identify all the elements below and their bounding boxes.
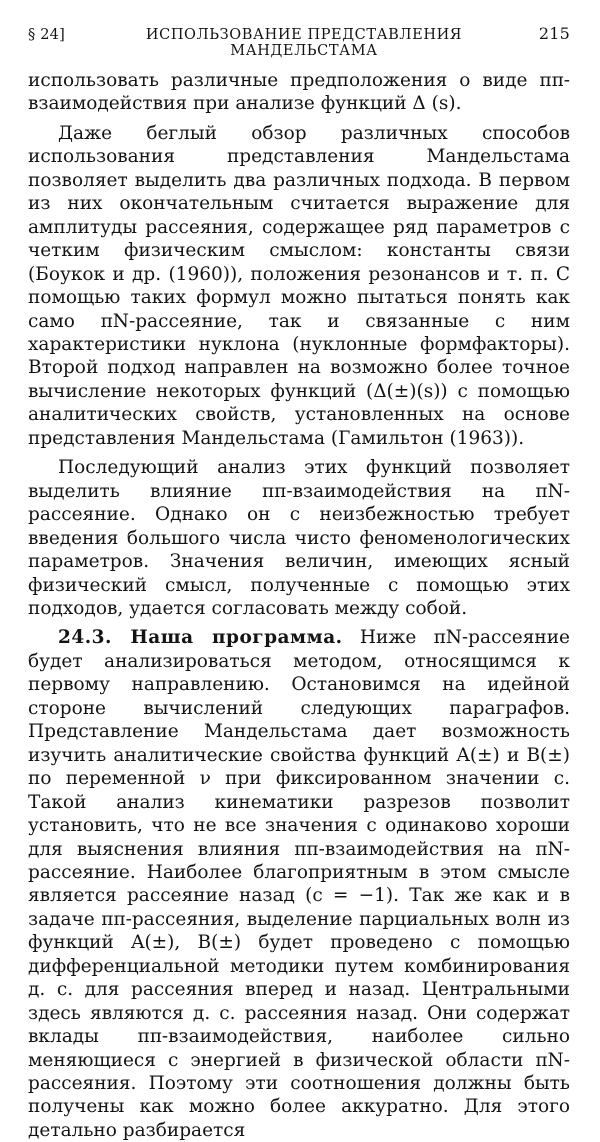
paragraph-text: Последующий анализ этих функций позволяет выделить влияние ππ-взаимодействия на πN-рассеяние. Однако он с неизбежностью требует введения большого числа чисто феноменологических параметров. Значения величин, имеющих ясный физический смысл, полученные с помощью этих подходов, удается согласовать между собой. [28, 457, 570, 619]
paragraph-4 [28, 626, 570, 1142]
page-body [28, 69, 570, 1142]
paragraph-text: Ниже πN-рассеяние будет анализироваться методом, относящимся к первому направлению. Остановимся на идейной стороне вычислений следующих параграфов. Представление Мандельстама дает возможность изучить аналитические свойства функций A(±) и B(±) по переменной ν при фиксированном значении c. Такой анализ кинематики разрезов позволит установить, что не все значения c одинаково хороши для выяснения влияния ππ-взаимодействия на πN-рассеяние. Наиболее благоприятным в этом смысле является рассеяние назад (c = −1). Так же как и в задаче ππ-рассеяния, выделение парциальных волн из функций A(±), B(±) будет проведено с помощью дифференциальной методики путем комбинирования д. с. для рассеяния вперед и назад. Центральными здесь являются д. с. рассеяния назад. Они содержат вклады ππ-взаимодействия, наиболее сильно меняющиеся с энергией в физической области πN-рассеяния. Поэтому эти соотношения должны быть получены как можно более аккуратно. Для этого детально разбирается [28, 627, 570, 1141]
page-number: 215 [538, 24, 570, 43]
chapter-title: ИСПОЛЬЗОВАНИЕ ПРЕДСТАВЛЕНИЯ МАНДЕЛЬСТАМА [145, 27, 463, 59]
running-header [28, 24, 570, 59]
paragraph-2 [28, 122, 570, 450]
paragraph-1 [28, 69, 570, 116]
subsection-heading: 24.3. Наша программа. [58, 627, 343, 649]
paragraph-text: Даже беглый обзор различных способов использования представления Мандельстама позволяет выделить два различных подхода. В первом из них окончательным считается выражение для амплитуды рассеяния, содержащее ряд параметров с четким физическим смыслом: константы связи (Боукок и др. (1960)), положения резонансов и т. п. С помощью таких формул можно пытаться понять как само πN-рассеяние, так и связанные с ним характеристики нуклона (нуклонные формфакторы). Второй подход направлен на возможно более точное вычисление некоторых функций (Δ(±)(s)) с помощью аналитических свойств, установленных на основе представления Мандельстама (Гамильтон (1963)). [28, 122, 570, 449]
section-marker: § 24] [28, 27, 65, 43]
paragraph-3 [28, 456, 570, 620]
paragraph-text: использовать различные предположения о виде ππ-взаимодействия при анализе функций Δ (s). [28, 70, 570, 115]
